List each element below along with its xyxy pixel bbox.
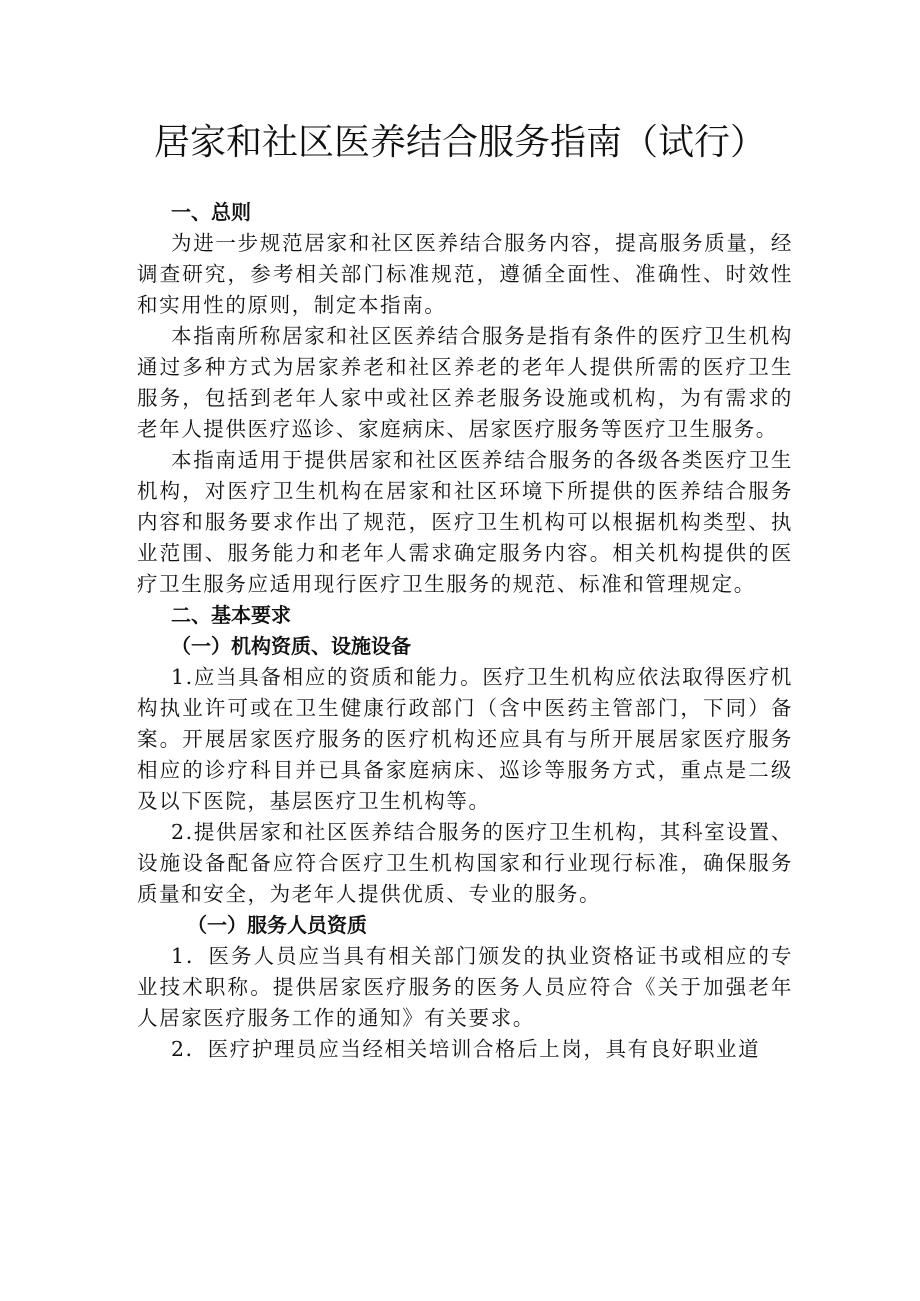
paragraph: 为进一步规范居家和社区医养结合服务内容，提高服务质量，经调查研究，参考相关部门标准规范，遵循全面性、准确性、时效性和实用性的原则，制定本指南。: [137, 231, 793, 317]
subsection-heading-facilities: （一）机构资质、设施设备: [171, 634, 411, 658]
document-title: 居家和社区医养结合服务指南（试行）: [153, 122, 766, 163]
paragraph: 2．医疗护理员应当经相关培训合格后上岗，具有良好职业道: [171, 1037, 761, 1061]
section-heading-basic: 二、基本要求: [171, 603, 291, 627]
subsection-heading-staff: （一）服务人员资质: [187, 913, 367, 937]
paragraph: 本指南适用于提供居家和社区医养结合服务的各级各类医疗卫生机构，对医疗卫生机构在居家和社区环境下所提供的医养结合服务内容和服务要求作出了规范，医疗卫生机构可以根据机构类型、执业范围、服务能力和老年人需求确定服务内容。相关机构提供的医疗卫生服务应适用现行医疗卫生服务的规范、标准和管理规定。: [137, 448, 793, 596]
paragraph: 1.应当具备相应的资质和能力。医疗卫生机构应依法取得医疗机构执业许可或在卫生健康行政部门（含中医药主管部门，下同）备案。开展居家医疗服务的医疗机构还应具有与所开展居家医疗服务相应的诊疗科目并已具备家庭病床、巡诊等服务方式，重点是二级及以下医院，基层医疗卫生机构等。: [137, 665, 793, 813]
paragraph: 本指南所称居家和社区医养结合服务是指有条件的医疗卫生机构通过多种方式为居家养老和社区养老的老年人提供所需的医疗卫生服务，包括到老年人家中或社区养老服务设施或机构，为有需求的老年人提供医疗巡诊、家庭病床、居家医疗服务等医疗卫生服务。: [137, 324, 793, 441]
document-body: [137, 197, 793, 1065]
paragraph: 2.提供居家和社区医养结合服务的医疗卫生机构，其科室设置、设施设备配备应符合医疗卫生机构国家和行业现行标准，确保服务质量和安全，为老年人提供优质、专业的服务。: [137, 820, 793, 906]
paragraph: 1．医务人员应当具有相关部门颁发的执业资格证书或相应的专业技术职称。提供居家医疗服务的医务人员应符合《关于加强老年人居家医疗服务工作的通知》有关要求。: [137, 944, 793, 1030]
section-heading-general: 一、总则: [171, 200, 251, 224]
